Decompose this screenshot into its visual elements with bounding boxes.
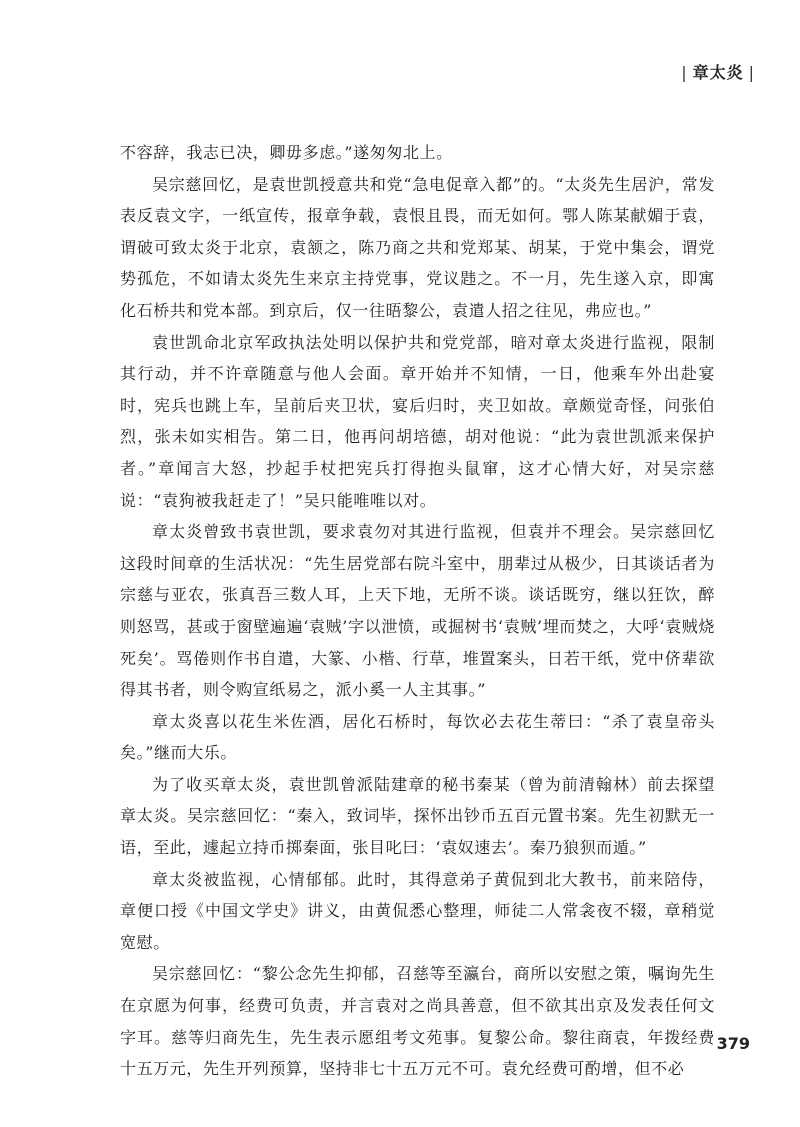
chapter-title: 章太炎 [692, 63, 744, 82]
paragraph: 吴宗慈回忆：“黎公念先生抑郁，召慈等至瀛台，商所以安慰之策，嘱询先生在京愿为何事，经费可负责，并言袁对之尚具善意，但不欲其出京及发表任何文字耳。慈等归商先生，先生表示愿组考文苑事。复黎公命。黎往商袁，年拨经费十五万元，先生开列预算，坚持非七十五万元不可。袁允经费可酌增，但不必 [120, 964, 715, 1079]
paragraph-continued: 不容辞，我志已决，卿毋多虑。”遂匆匆北上。 [120, 143, 453, 162]
body-text [120, 137, 715, 1085]
paragraph: 袁世凯命北京军政执法处明以保护共和党党部，暗对章太炎进行监视，限制其行动，并不许章随意与他人会面。章开始并不知情，一日，他乘车外出赴宴时，宪兵也跳上车，呈前后夹卫状，宴后归时，夹卫如故。章颇觉奇怪，问张伯烈，张未如实相告。第二日，他再问胡培德，胡对他说：“此为袁世凯派来保护者。”章闻言大怒，抄起手杖把宪兵打得抱头鼠窜，这才心情大好，对吴宗慈说：“袁狗被我赶走了！”吴只能唯唯以对。 [120, 332, 715, 510]
paragraph: 吴宗慈回忆，是袁世凯授意共和党“急电促章入都”的。“太炎先生居沪，常发表反袁文字，一纸宣传，报章争载，袁恨且畏，而无如何。鄂人陈某献媚于袁，谓破可致太炎于北京，袁颔之，陈乃商之共和党郑某、胡某，于党中集会，谓党势孤危，不如请太炎先生来京主持党事，党议韪之。不一月，先生遂入京，即寓化石桥共和党本部。到京后，仅一往晤黎公，袁遣人招之往见，弗应也。” [120, 174, 715, 320]
running-header [676, 60, 760, 83]
header-bar-left: | [681, 63, 688, 82]
page-number: 379 [716, 1034, 750, 1053]
paragraph: 章太炎喜以花生米佐酒，居化石桥时，每饮必去花生蒂曰：“杀了袁皇帝头矣。”继而大乐。 [120, 711, 715, 763]
paragraph: 为了收买章太炎，袁世凯曾派陆建章的秘书秦某（曾为前清翰林）前去探望章太炎。吴宗慈回忆：“秦入，致词毕，探怀出钞币五百元置书案。先生初默无一语，至此，遽起立持币掷秦面，张目叱曰：‘袁奴速去’。秦乃狼狈而遁。” [120, 774, 715, 858]
paragraph: 章太炎被监视，心情郁郁。此时，其得意弟子黄侃到北大教书，前来陪侍，章便口授《中国文学史》讲义，由黄侃悉心整理，师徒二人常衾夜不辍，章稍觉宽慰。 [120, 869, 715, 952]
paragraph: 章太炎曾致书袁世凯，要求袁勿对其进行监视，但袁并不理会。吴宗慈回忆这段时间章的生活状况：“先生居党部右院斗室中，朋辈过从极少，日其谈话者为宗慈与亚农，张真吾三数人耳，上天下地，无所不谈。谈话既穷，继以狂饮，醉则怒骂，甚或于窗壁遍遍‘袁贼’字以泄愤，或掘树书‘袁贼’埋而焚之，大呼‘袁贼烧死矣’。骂倦则作书自遣，大篆、小楷、行草，堆置案头，日若干纸，党中侪辈欲得其书者，则令购宣纸易之，派小奚一人主其事。” [120, 522, 715, 700]
header-bar-right: | [748, 63, 755, 82]
